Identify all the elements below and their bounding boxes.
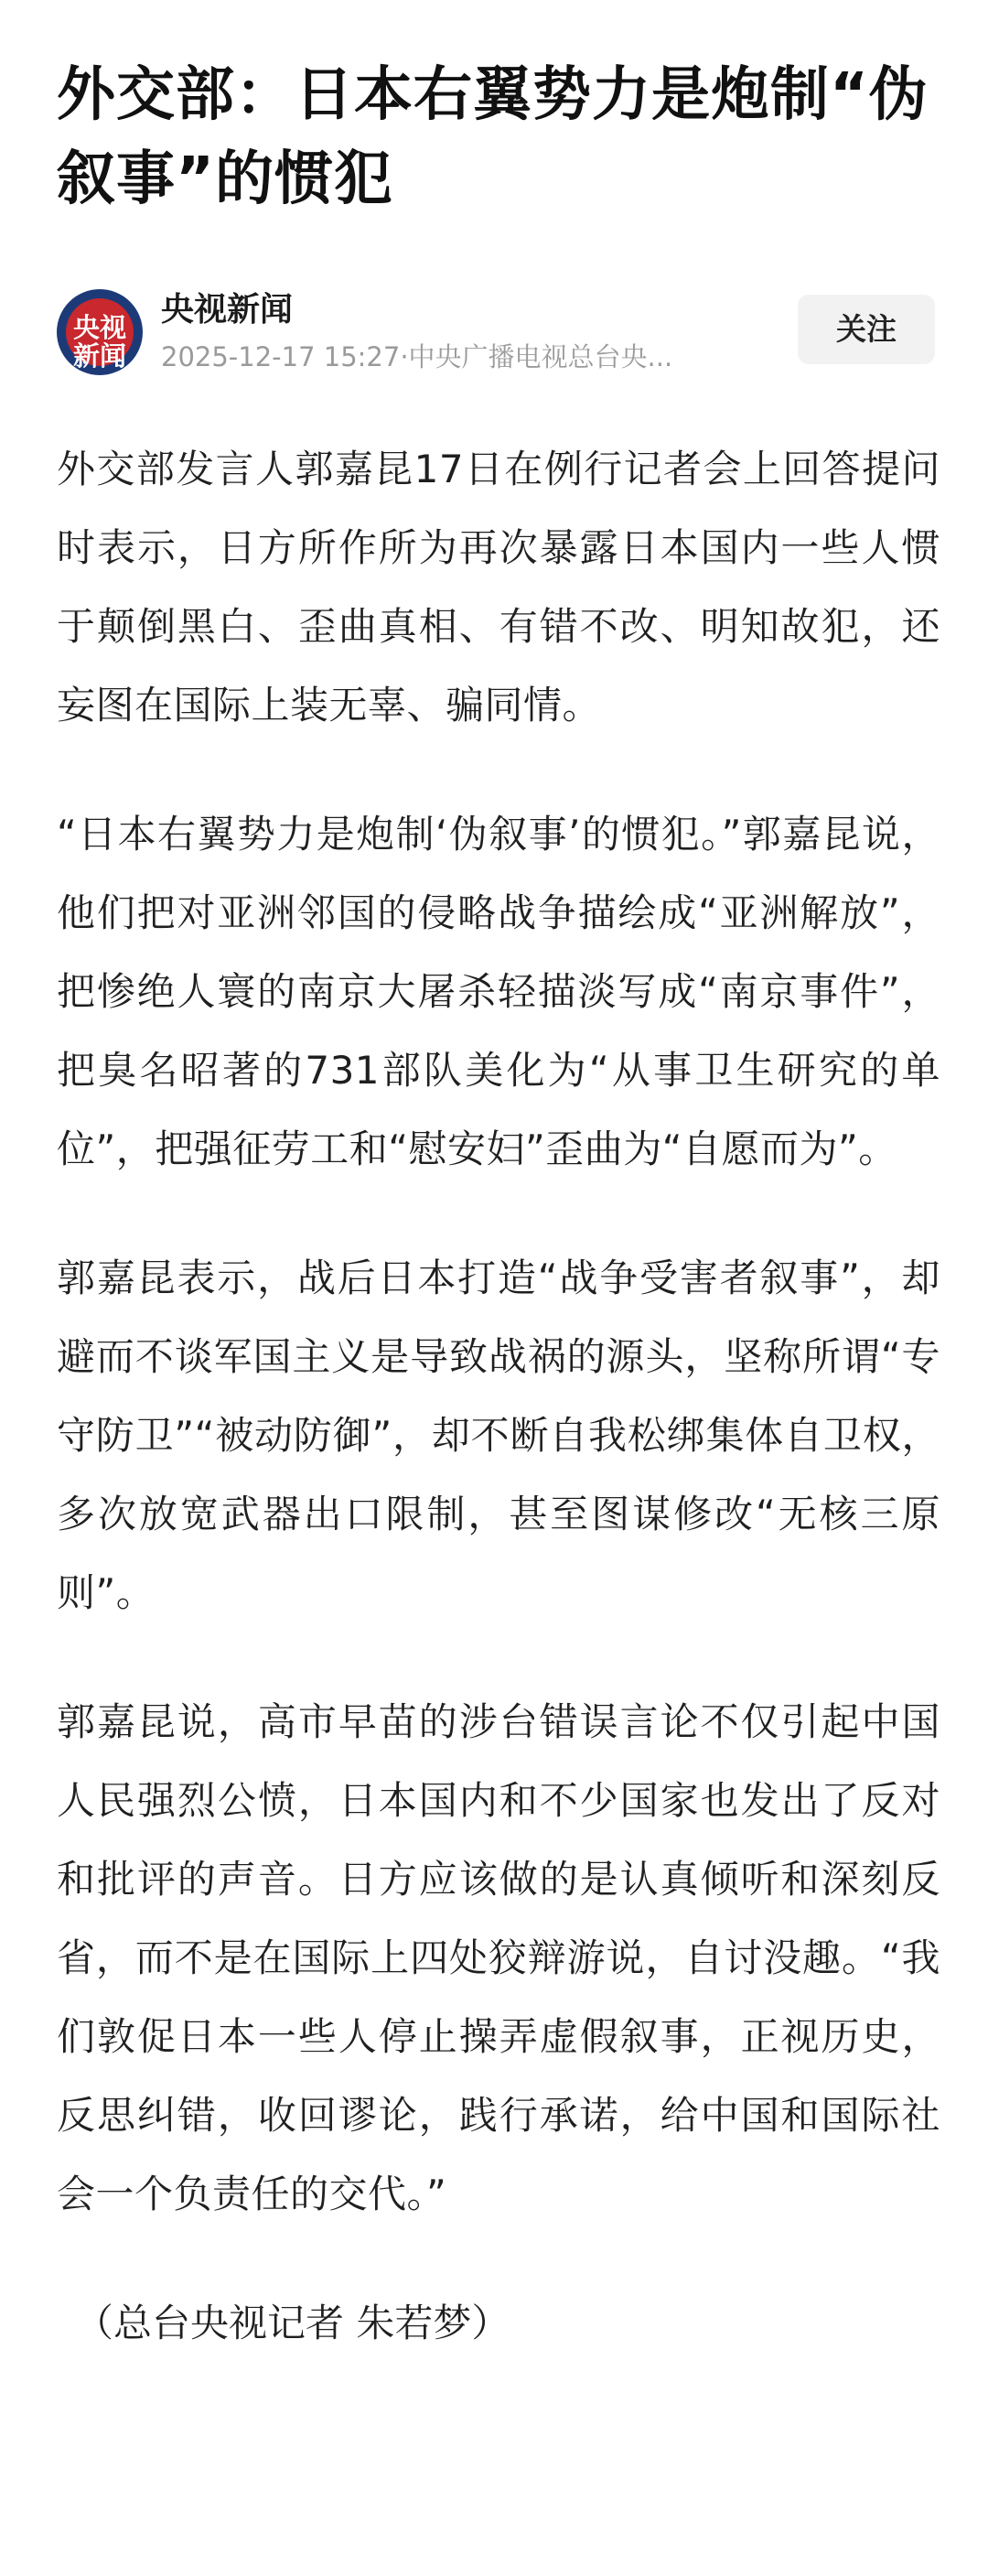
article-paragraph: 外交部发言人郭嘉昆17日在例行记者会上回答提问时表示，日方所作所为再次暴露日本国内一些人惯于颠倒黑白、歪曲真相、有错不改、明知故犯，还妄图在国际上装无辜、骗同情。 (57, 447, 940, 728)
author-name[interactable]: 央视新闻 (161, 291, 294, 329)
publish-meta: 2025-12-17 15:27·中央广播电视总台央... (161, 341, 673, 372)
article-paragraph: 郭嘉昆说，高市早苗的涉台错误言论不仅引起中国人民强烈公愤，日本国内和不少国家也发出了反对和批评的声音。日方应该做的是认真倾听和深刻反省，而不是在国际上四处狡辩游说，自讨没趣。“我们敦促日本一些人停止操弄虚假叙事，正视历史，反思纠错，收回谬论，践行承诺，给中国和国际社会一个负责任的交代。” (57, 1699, 940, 2216)
follow-button[interactable]: 关注 (798, 295, 935, 364)
article-paragraph: “日本右翼势力是炮制‘伪叙事’的惯犯。”郭嘉昆说，他们把对亚洲邻国的侵略战争描绘成“亚洲解放”，把惨绝人寰的南京大屠杀轻描淡写成“南京事件”，把臭名昭著的731部队美化为“从事卫生研究的单位”，把强征劳工和“慰安妇”歪曲为“自愿而为”。 (57, 812, 940, 1171)
avatar-logo-icon (66, 298, 134, 372)
article-paragraph: 郭嘉昆表示，战后日本打造“战争受害者叙事”，却避而不谈军国主义是导致战祸的源头，坚称所谓“专守防卫”“被动防御”，却不断自我松绑集体自卫权，多次放宽武器出口限制，甚至图谋修改“无核三原则”。 (57, 1256, 940, 1615)
author-bar (57, 286, 935, 386)
avatar-text-bottom: 新闻 (72, 340, 126, 372)
article-title: 外交部：日本右翼势力是炮制“伪叙事”的惯犯 (57, 61, 929, 213)
reporter-credit: （总台央视记者 朱若梦） (75, 2301, 510, 2345)
avatar-text-top: 央视 (72, 312, 126, 343)
author-avatar[interactable] (57, 289, 143, 375)
article-body (57, 430, 940, 2363)
